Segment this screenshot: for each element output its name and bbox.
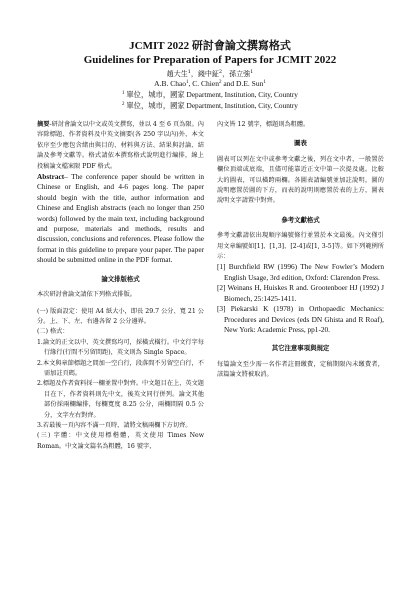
format-subitem-3: 2.標題及作者資料採一欄並置中對齊。中文題目在上，英文題目在下，作者資料則先中文，後英文同行併列。論文其他部份採兩欄編排，每欄寬度 8.25 公分，兩欄間隔 0.5 公分，文字左右對齊。 (37, 380, 204, 419)
left-column (37, 120, 204, 452)
abstract-en-label: Abstract (37, 172, 65, 182)
author-3-zh: ，孫立強 (222, 70, 251, 78)
title-english: Guidelines for Preparation of Papers for JCMIT 2022 (83, 54, 337, 66)
format-item-fonts: (三) 字體：中文使用標楷體，英文使用 Times New Roman。中文論文篇名為粗體，16 號字， (37, 432, 204, 450)
references-text: 參考文獻請依出現順序編號條行並置於本文最後。內文僅引用文章編號如[1]、[1,3]、[2-4]或[1, 3-5]等。如下列範例所示： (217, 232, 384, 261)
abstract-zh-text: -研討會論文以中文或英文撰寫，並以 4 至 6 頁為限。內容除標題、作者資料及中英文摘要(各 250 字以內)外，本文依序至少應包含緒由與目的、材料與方法、結果與討論、結論及參考文獻等。格式請依本撰寫格式說明進行編排，線上投稿論文檔案限 PDF 格式。 (37, 121, 204, 170)
format-subitem-2: 2.本文與章節標題之間加一空白行，段落間不另留空白行，不需加註頁碼。 (37, 359, 204, 377)
reference-1: [1] Burchfield RW (1996) The New Fowler’s Modern English Usage, 3rd edition, Oxford: Clarendon Press. (217, 262, 384, 282)
title-chinese: JCMIT 2022 研討會論文撰寫格式 (129, 40, 291, 52)
affiliation-2-text: 單位，城市，國家 Department, Institution, City, Country (124, 101, 298, 110)
affiliation-1 (30, 90, 390, 100)
section-heading-figures: 圖表 (294, 139, 307, 148)
section-heading-references: 參考文獻格式 (281, 215, 320, 224)
affiliation-1-text: 單位，城市，國家 Department, Institution, City, Country (124, 90, 298, 99)
section-heading-notes: 其它注意事項與規定 (271, 344, 330, 353)
abstract-en-text: – The conference paper should be written in Chinese or English, and 4-6 pages long. The paper should begin with the title, author information and Chinese and English abstracts (each no longer than 250 words) followed by the main text, including background and purpose, materials and methods, results and discussion, conclusions and references. Please follow the format in this guideline to prepare your paper. The paper should be submitted online in the PDF format. (37, 172, 204, 265)
author-2-en-sup: 2 (218, 80, 222, 85)
author-3-en-sup: 1 (263, 80, 266, 85)
right-column (217, 120, 384, 381)
author-2-zh-sup: 2 (218, 69, 223, 75)
fonts-continued: 內文皆 12 號字，標題則為粗體。 (217, 121, 310, 128)
abstract-english (37, 172, 204, 266)
author-2-en: , C. Chien (188, 79, 219, 88)
author-1-zh-sup: 1 (187, 69, 191, 75)
author-3-en: and D.E. Sun (221, 79, 264, 88)
format-intro: 本次研討會論文請依下列格式排版。 (37, 291, 136, 299)
notes-text: 每篇論文至少需一名作者註冊繳費，定稿期限內未繳費者，該篇論文將被取消。 (217, 360, 384, 379)
reference-2: [2] Weinans H, Huiskes R and. Grootenboer HJ (1992) J Biomech, 25:1425-1411. (217, 283, 384, 303)
author-3-zh-sup: 1 (250, 69, 254, 75)
author-1-en-sup: 1 (186, 80, 189, 85)
reference-3: [3] Piekarski K (1978) in Orthopaedic Mechanics: Procedures and Devices (eds DN Ghista and R Roaf), New York: Academic Press, pp1-20. (217, 304, 384, 334)
figures-text: 圖表可以列在文中或參考文獻之後，列在文中者，一般置於欄位頂端或底端，且儘可能靠近正文中第一次提及處。比較大的圖表，可以橫跨兩欄。各圖表請編號並加註說明，圖的說明應置於圖的下方，而表的說明則應置於表的上方，圖表說明文字請置中對齊。 (217, 155, 384, 205)
affiliation-2-sup: 2 (122, 102, 125, 107)
abstract-chinese (37, 120, 204, 172)
author-1-en: A.B. Chao (154, 79, 187, 88)
format-item-page-setup: (一) 版面設定：使用 A4 紙大小，即長 29.7 公分、寬 21 公分。上、下、左、右邊各留 2 公分邊界。 (37, 307, 204, 325)
affiliation-1-sup: 1 (122, 91, 125, 96)
authors-english (30, 79, 390, 89)
author-1-zh: 趙大生 (166, 70, 188, 78)
format-subitem-1: 1.論文的正文以中、英文撰寫均可，採橫式橫行。中文行字每行緣行(行間不另留間距)，英文則為 Single Space。 (37, 338, 204, 357)
abstract-zh-label: 摘要 (37, 121, 50, 128)
format-subitem-4: 3.若最後一頁內容不滿一頁時，請將文稿兩欄下方切齊。 (37, 421, 192, 429)
author-2-zh: ，錢中鉦 (190, 70, 219, 78)
section-heading-format: 論文排版格式 (101, 274, 140, 283)
affiliation-2 (30, 101, 390, 111)
authors-chinese (30, 69, 390, 79)
format-item-layout-title: (二) 格式： (37, 328, 69, 336)
